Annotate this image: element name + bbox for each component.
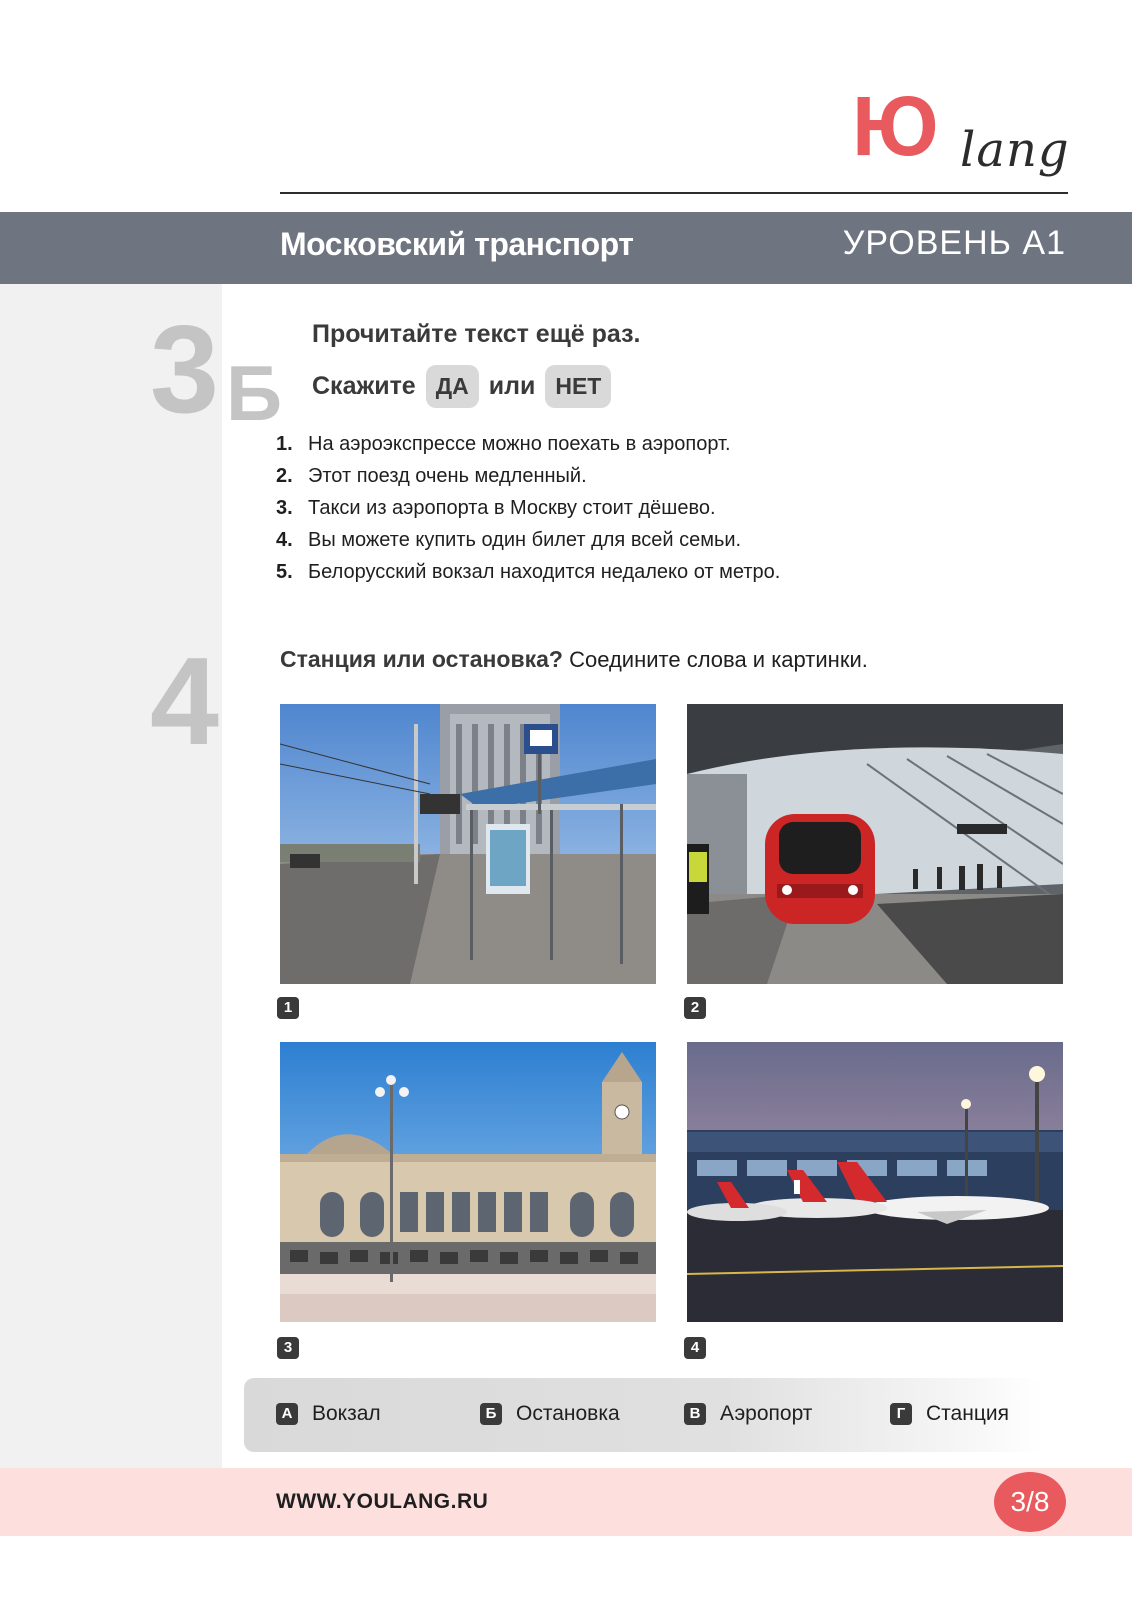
- list-item: [276, 428, 780, 460]
- photo-train-station: [687, 704, 1063, 984]
- question-number: 2.: [276, 465, 293, 487]
- question-number: 1.: [276, 433, 293, 455]
- left-margin-strip: [0, 284, 222, 1468]
- photo-bus-stop: [280, 704, 656, 984]
- answer-option: [276, 1402, 381, 1426]
- question-text: Такси из аэропорта в Москву стоит дёшево.: [308, 497, 716, 519]
- task-4-instruction: [280, 646, 868, 673]
- task-4-title: Станция или остановка?: [280, 646, 563, 672]
- answer-letter: Г: [890, 1403, 912, 1425]
- answer-options: [244, 1378, 1044, 1452]
- answer-word: Вокзал: [312, 1402, 381, 1425]
- section-letter-b: Б: [226, 349, 283, 437]
- level-label: УРОВЕНЬ A1: [842, 224, 1066, 262]
- answer-word: Станция: [926, 1402, 1009, 1425]
- photo-number-2: 2: [684, 997, 706, 1019]
- answer-letter: Б: [480, 1403, 502, 1425]
- list-item: [276, 460, 780, 492]
- list-item: [276, 524, 780, 556]
- photo-number-3: 3: [277, 1337, 299, 1359]
- logo-yu: Ю: [852, 79, 933, 173]
- top-divider: [280, 192, 1068, 194]
- task-3b-instruction: Прочитайте текст ещё раз.: [312, 320, 641, 348]
- page-number-badge: 3/8: [994, 1472, 1066, 1532]
- task-3b-say: [312, 364, 621, 408]
- question-number: 4.: [276, 529, 293, 551]
- task-4-subtitle: Соедините слова и картинки.: [569, 647, 868, 672]
- answer-word: Остановка: [516, 1402, 620, 1425]
- logo-lang: lang: [960, 122, 1070, 178]
- photo-railway-terminal: [280, 1042, 656, 1322]
- section-number-4: 4: [150, 633, 219, 771]
- answer-option: [684, 1402, 812, 1426]
- answer-option: [890, 1402, 1009, 1426]
- question-number: 5.: [276, 561, 293, 583]
- website-link[interactable]: WWW.YOULANG.RU: [276, 1490, 489, 1513]
- section-number-3: 3: [150, 301, 215, 439]
- question-number: 3.: [276, 497, 293, 519]
- question-list: [276, 428, 780, 588]
- answer-letter: А: [276, 1403, 298, 1425]
- question-text: На аэроэкспрессе можно поехать в аэропорт.: [308, 433, 731, 455]
- question-text: Этот поезд очень медленный.: [308, 465, 587, 487]
- answer-letter: В: [684, 1403, 706, 1425]
- yes-pill: ДА: [426, 365, 479, 408]
- question-text: Вы можете купить один билет для всей семьи.: [308, 529, 742, 551]
- or-word: или: [488, 371, 536, 400]
- footer-band: [0, 1468, 1132, 1536]
- question-text: Белорусский вокзал находится недалеко от метро.: [308, 561, 781, 583]
- answer-option: [480, 1402, 620, 1426]
- page-title: Московский транспорт: [280, 226, 634, 262]
- say-prefix: Скажите: [312, 371, 416, 400]
- photo-number-1: 1: [277, 997, 299, 1019]
- photo-number-4: 4: [684, 1337, 706, 1359]
- photo-airport: [687, 1042, 1063, 1322]
- answer-word: Аэропорт: [720, 1402, 813, 1425]
- list-item: [276, 492, 780, 524]
- youlang-logo: [852, 79, 1072, 184]
- no-pill: НЕТ: [545, 365, 611, 408]
- list-item: [276, 556, 780, 588]
